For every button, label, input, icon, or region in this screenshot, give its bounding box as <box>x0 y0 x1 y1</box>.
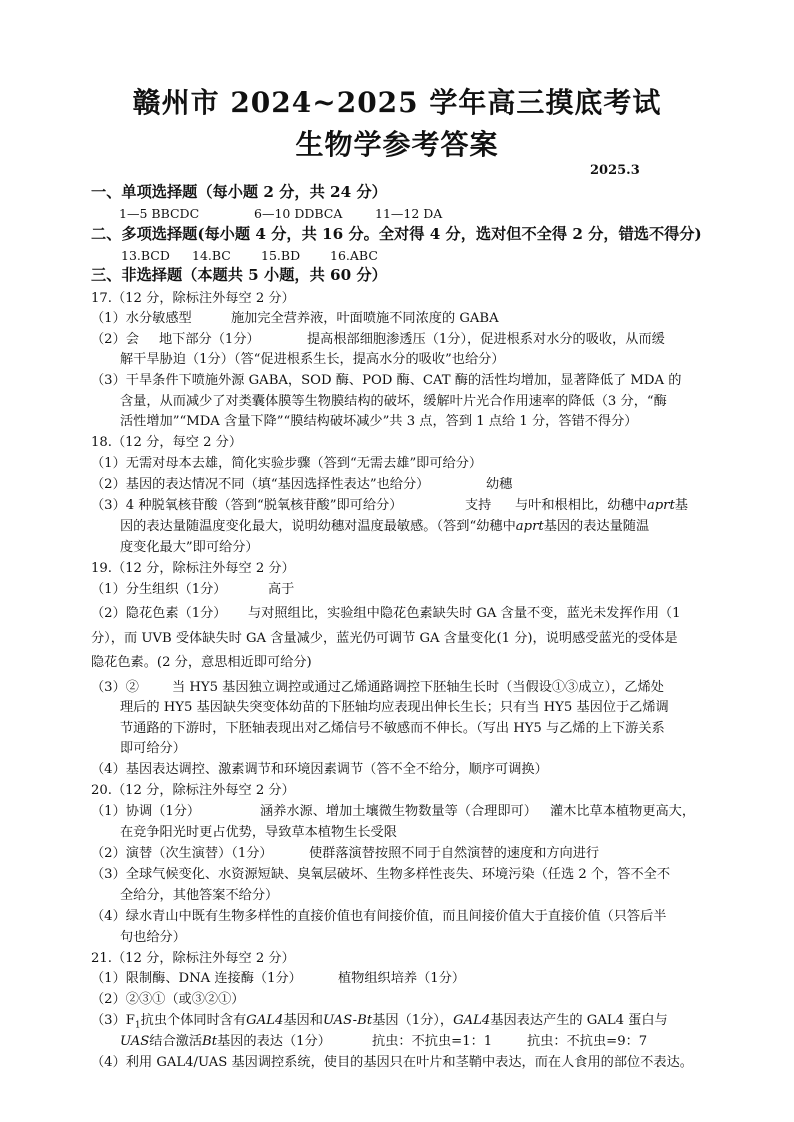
q17-part3-l1: （3）干旱条件下喷施外源 GABA，SOD 酶、POD 酶、CAT 酶的活性均增加，显著降低了 MDA 的 <box>91 373 682 388</box>
q17-part2-c: 提高根部细胞渗透压（1分），促进根系对水分的吸收，从而缓 <box>307 332 665 347</box>
q17-part3-l3: 活性增加”“MDA 含量下降”“膜结构破坏减少”共 3 点，答到 1 点给 1 分，答错不得分） <box>120 414 638 429</box>
q19-part3-a: （3）② <box>91 680 139 695</box>
q21-part1-b: 植物组织培养（1分） <box>338 971 466 986</box>
section-3-heading: 三、非选择题（本题共 5 小题，共 60 分） <box>91 266 387 284</box>
section-2-answers <box>121 247 378 265</box>
q18-part3-c: 与叶和根相比，幼穗中 <box>515 498 647 513</box>
q21-part3-h: 基因表达产生的 GAL4 蛋白与 <box>490 1013 668 1028</box>
q18-part3-l2 <box>120 518 649 536</box>
q19-part2-b: 与对照组比，实验组中隐花色素缺失时 GA 含量不变，蓝光未发挥作用（1 <box>248 606 681 621</box>
q20-part2 <box>91 845 599 863</box>
answers-6-10: 6—10 DDBCA <box>254 206 343 221</box>
q21-part4: （4）利用 GAL4/UAS 基因调控系统，使目的基因只在叶片和茎鞘中表达，而在人食用的部位不表达。 <box>91 1055 693 1070</box>
q21-part3-sub: 1 <box>134 1020 141 1031</box>
q18-part2 <box>91 476 512 494</box>
q21-part1 <box>91 970 465 988</box>
q17-part1-b: 施加完全营养液，叶面喷施不同浓度的 GABA <box>231 311 499 326</box>
answer-14: 14.BC <box>192 248 231 263</box>
q21-part3-l1 <box>91 1012 668 1035</box>
q19-part2-l3: 隐花色素。(2 分，意思相近即可给分) <box>91 655 312 670</box>
q20-part4-l2: 句也给分） <box>120 930 186 945</box>
page-title-line1: 赣州市 2024~2025 学年高三摸底考试 <box>132 86 662 119</box>
q21-part3-l: 基因的表达（1分） <box>217 1034 331 1049</box>
q20-part1-c: 灌木比草本植物更高大， <box>550 804 696 819</box>
q18-part2-b: 幼穗 <box>486 477 513 492</box>
q21-part3-i: UAS <box>120 1034 150 1049</box>
q18-part3-g: aprt <box>515 519 544 534</box>
q17-heading: 17.（12 分，除标注外每空 2 分） <box>91 291 295 306</box>
q19-part2-l2: 分），而 UVB 受体缺失时 GA 含量减少，蓝光仍可调节 GA 含量变化(1 分)，说明感受蓝光的受体是 <box>91 631 678 646</box>
q21-part3-a: （3）F <box>91 1013 135 1028</box>
q21-part3-k: Bt <box>202 1034 218 1049</box>
q21-part3-l2 <box>120 1033 647 1051</box>
answers-1-5: 1—5 BBCDC <box>119 206 200 221</box>
section-1-answers <box>119 205 442 223</box>
q18-part3-e: 基 <box>674 498 688 513</box>
q17-part1-a: （1）水分敏感型 <box>91 311 192 326</box>
q19-part3-l3: 节通路的下游时，下胚轴表现出对乙烯信号不敏感而不伸长。（写出 HY5 与乙烯的上下游关系 <box>120 721 665 736</box>
q17-part2-a: （2）会 <box>91 332 139 347</box>
q17-part2 <box>91 331 665 349</box>
q21-part3-e: UAS-Bt <box>322 1013 373 1028</box>
q19-part2-l1 <box>91 605 680 623</box>
q20-part1-l2: 在竞争阳光时更占优势，导致草本植物生长受限 <box>120 825 397 840</box>
q20-part3-l2: 全给分，其他答案不给分） <box>120 888 279 903</box>
q18-part3-l1 <box>91 497 688 515</box>
q21-part1-a: （1）限制酶、DNA 连接酶（1分） <box>91 971 302 986</box>
q20-part1-a: （1）协调（1分） <box>91 804 201 819</box>
q19-part1 <box>91 581 294 599</box>
answers-11-12: 11—12 DA <box>375 206 443 221</box>
q21-part3-m: 抗虫：不抗虫=1：1 <box>372 1034 493 1049</box>
q20-part1-b: 涵养水源、增加土壤微生物数量等（合理即可） <box>260 804 537 819</box>
q17-part2-cont: 解干旱胁迫（1分）（答“促进根系生长，提高水分的吸收”也给分） <box>120 352 505 367</box>
answer-13: 13.BCD <box>121 248 170 263</box>
q20-part1-l1 <box>91 803 695 821</box>
q20-part2-a: （2）演替（次生演替）（1分） <box>91 846 273 861</box>
q21-part3-n: 抗虫：不抗虫=9：7 <box>527 1034 648 1049</box>
q18-heading: 18.（12 分，每空 2 分） <box>91 435 243 450</box>
q20-part4-l1: （4）绿水青山中既有生物多样性的直接价值也有间接价值，而且间接价值大于直接价值（只答后半 <box>91 909 667 924</box>
section-2-heading: 二、多项选择题(每小题 4 分，共 16 分。全对得 4 分，选对但不全得 2 分，错选不得分) <box>91 225 702 243</box>
q20-part2-b: 使群落演替按照不同于自然演替的速度和方向进行 <box>309 846 600 861</box>
q19-part3-l2: 理后的 HY5 基因缺失突变体幼苗的下胚轴均应表现出伸长生长；只有当 HY5 基因位于乙烯调 <box>120 700 669 715</box>
q21-part2: （2）②③①（或③②①） <box>91 992 245 1007</box>
q18-part3-d: aprt <box>646 498 675 513</box>
q20-part3-l1: （3）全球气候变化、水资源短缺、臭氧层破坏、生物多样性丧失、环境污染（任选 2 个，答不全不 <box>91 867 671 882</box>
q21-part3-g: GAL4 <box>453 1013 491 1028</box>
q18-part1: （1）无需对母本去雄，简化实验步骤（答到“无需去雄”即可给分） <box>91 456 483 471</box>
q19-part3-b: 当 HY5 基因独立调控或通过乙烯通路调控下胚轴生长时（当假设①③成立），乙烯处 <box>172 680 664 695</box>
q19-part4: （4）基因表达调控、激素调节和环境因素调节（答不全不给分，顺序可调换） <box>91 762 548 777</box>
q18-part3-a: （3）4 种脱氧核苷酸（答到“脱氧核苷酸”即可给分） <box>91 498 403 513</box>
q21-part3-j: 结合激活 <box>149 1034 203 1049</box>
q21-part3-f: 基因（1分）， <box>372 1013 454 1028</box>
date-label: 2025.3 <box>590 163 640 178</box>
page-title-line2: 生物学参考答案 <box>295 128 499 161</box>
q18-part3-b: 支持 <box>465 498 492 513</box>
q18-part3-f: 因的表达量随温度变化最大，说明幼穗对温度最敏感。（答到“幼穗中 <box>120 519 516 534</box>
q18-part2-a: （2）基因的表达情况不同（填“基因选择性表达”也给分） <box>91 477 430 492</box>
q21-part3-b: 抗虫个体同时含有 <box>140 1013 247 1028</box>
q21-part3-d: 基因和 <box>283 1013 323 1028</box>
q17-part3-l2: 含量，从而减少了对类囊体膜等生物膜结构的破坏，缓解叶片光合作用速率的降低（3 分，“酶 <box>120 394 667 409</box>
section-1-heading: 一、单项选择题（每小题 2 分，共 24 分） <box>91 183 387 201</box>
q17-part2-b: 地下部分（1分） <box>159 332 260 347</box>
q17-part1 <box>91 310 499 328</box>
q21-part3-c: GAL4 <box>246 1013 284 1028</box>
q21-heading: 21.（12 分，除标注外每空 2 分） <box>91 951 295 966</box>
answer-16: 16.ABC <box>330 248 378 263</box>
q20-heading: 20.（12 分，除标注外每空 2 分） <box>91 783 295 798</box>
q19-part3-l4: 即可给分） <box>120 741 186 756</box>
q19-part3-l1 <box>91 679 664 697</box>
answer-15: 15.BD <box>261 248 301 263</box>
q19-part1-b: 高于 <box>268 582 295 597</box>
q19-part2-a: （2）隐花色素（1分） <box>91 606 227 621</box>
q18-part3-l3: 度变化最大”即可给分） <box>120 540 259 555</box>
q19-heading: 19.（12 分，除标注外每空 2 分） <box>91 561 295 576</box>
q18-part3-h: 基因的表达量随温 <box>543 519 650 534</box>
q19-part1-a: （1）分生组织（1分） <box>91 582 227 597</box>
